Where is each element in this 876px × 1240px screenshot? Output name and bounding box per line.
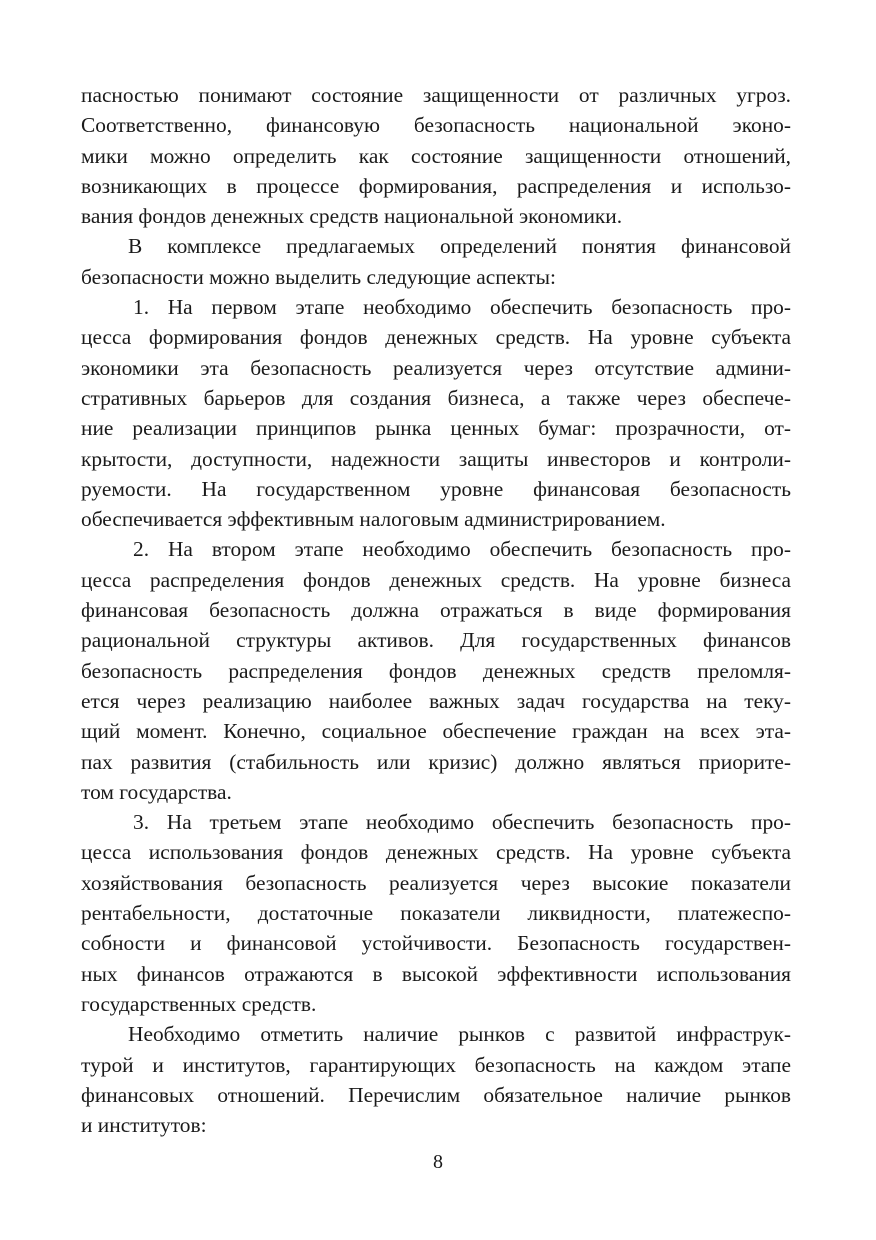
text-line: том государства. (81, 779, 232, 804)
text-line: государственных средств. (81, 991, 317, 1016)
text-line: и институтов: (81, 1113, 207, 1138)
text-line: возникающих в процессе формирования, распределения и использо- (81, 173, 791, 198)
page-body (81, 80, 791, 1140)
paragraph (81, 231, 791, 292)
text-line: 1. На первом этапе необходимо обеспечить безопасность про- (133, 295, 791, 320)
text-line: обеспечивается эффективным налоговым администрированием. (81, 507, 666, 532)
text-line: экономики эта безопасность реализуется через отсутствие админи- (81, 355, 791, 380)
text-line: собности и финансовой устойчивости. Безопасность государствен- (81, 931, 791, 956)
numbered-paragraph (81, 292, 791, 534)
text-line: ных финансов отражаются в высокой эффективности использования (81, 961, 791, 986)
text-line: руемости. На государственном уровне финансовая безопасность (81, 476, 791, 501)
text-line: рентабельности, достаточные показатели ликвидности, платежеспо- (81, 901, 791, 926)
page-number: 8 (433, 1151, 443, 1173)
numbered-paragraph (81, 807, 791, 1019)
text-line: безопасности можно выделить следующие аспекты: (81, 264, 556, 289)
text-line: ется через реализацию наиболее важных задач государства на теку- (81, 688, 791, 713)
text-line: цесса использования фондов денежных средств. На уровне субъекта (81, 840, 791, 865)
text-line: стративных барьеров для создания бизнеса, а также через обеспече- (81, 385, 791, 410)
text-line: пах развития (стабильность или кризис) должно являться приорите- (81, 749, 791, 774)
text-line: Соответственно, финансовую безопасность национальной эконо- (81, 113, 791, 138)
text-line: крытости, доступности, надежности защиты инвесторов и контроли- (81, 446, 791, 471)
text-line: 2. На втором этапе необходимо обеспечить безопасность про- (133, 537, 791, 562)
text-line: 3. На третьем этапе необходимо обеспечить безопасность про- (133, 810, 791, 835)
text-line: цесса распределения фондов денежных средств. На уровне бизнеса (81, 567, 791, 592)
text-line: В комплексе предлагаемых определений понятия финансовой (128, 234, 791, 259)
text-line: финансовых отношений. Перечислим обязательное наличие рынков (81, 1082, 791, 1107)
text-line: хозяйствования безопасность реализуется через высокие показатели (81, 870, 791, 895)
text-line: ние реализации принципов рынка ценных бумаг: прозрачности, от- (81, 416, 791, 441)
text-line: пасностью понимают состояние защищенности от различных угроз. (81, 83, 791, 107)
text-line: вания фондов денежных средств национальной экономики. (81, 204, 623, 229)
text-line: финансовая безопасность должна отражаться в виде формирования (81, 598, 791, 623)
numbered-paragraph (81, 534, 791, 807)
text-line: Необходимо отметить наличие рынков с развитой инфраструк- (128, 1022, 791, 1047)
text-line: безопасность распределения фондов денежных средств преломля- (81, 658, 791, 683)
text-line: цесса формирования фондов денежных средств. На уровне субъекта (81, 325, 791, 350)
text-line: рациональной структуры активов. Для государственных финансов (81, 628, 791, 653)
paragraph (81, 80, 791, 231)
text-line: мики можно определить как состояние защищенности отношений, (81, 143, 791, 168)
text-line: щий момент. Конечно, социальное обеспечение граждан на всех эта- (81, 719, 791, 744)
paragraph (81, 1019, 791, 1140)
text-line: турой и институтов, гарантирующих безопасность на каждом этапе (81, 1052, 791, 1077)
